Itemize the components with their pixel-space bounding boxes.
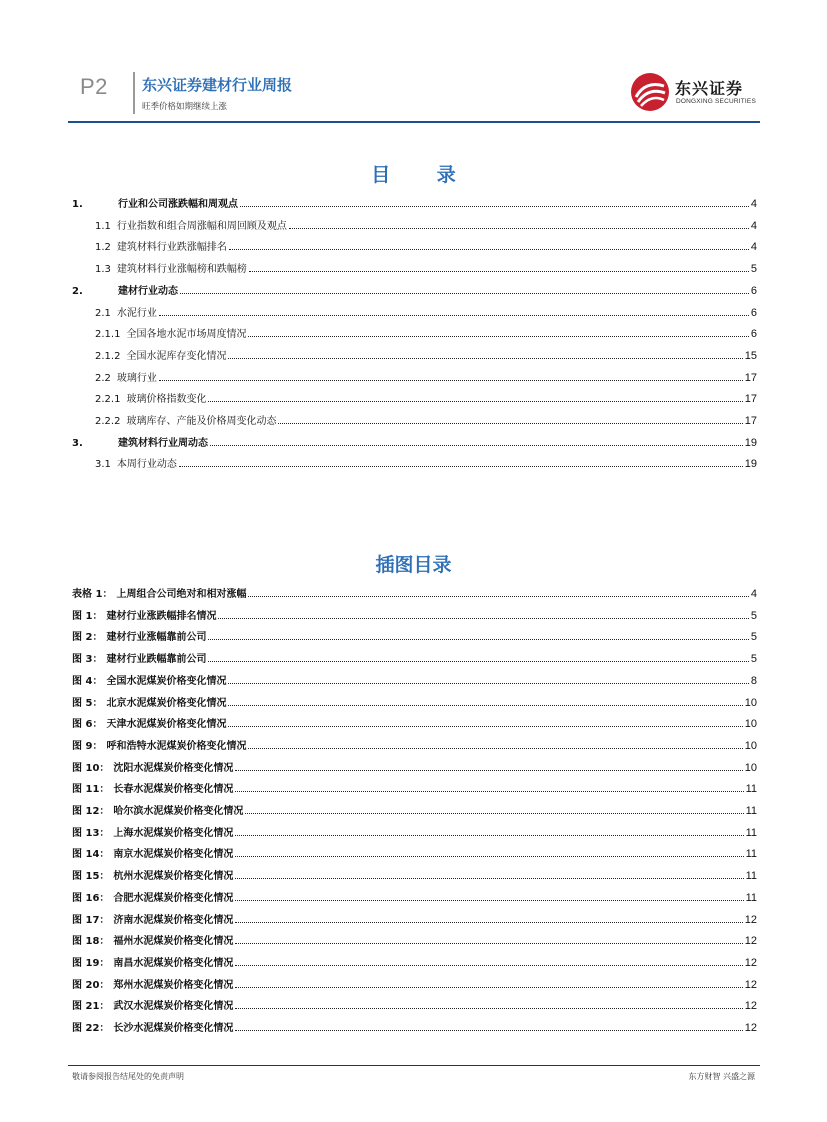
figure-entry[interactable] [72,975,757,991]
report-title: 东兴证券建材行业周报 [142,76,293,94]
entry-number: 图 5： [72,697,103,709]
entry-number: 图 11： [72,784,110,796]
figure-entry[interactable] [72,693,757,709]
toc-entry[interactable] [72,281,757,297]
entry-page-number: 6 [750,328,757,341]
entry-page-number: 11 [745,805,757,817]
entry-page-number: 17 [744,415,757,427]
entry-label: 水泥行业 [116,307,157,319]
entry-label: 全国各地水泥市场周度情况 [126,329,247,341]
entry-number: 2.2.2 [95,416,121,427]
entry-number: 图 17： [72,914,110,926]
entry-number: 图 19： [72,957,110,969]
figure-entry[interactable] [72,1018,757,1034]
page-number: P2 [80,74,108,99]
entry-page-number: 5 [750,263,757,276]
dot-leader [248,596,748,597]
entry-label: 福州水泥煤炭价格变化情况 [113,936,234,948]
dot-leader [159,315,749,316]
dot-leader [210,445,743,446]
entry-page-number: 10 [744,696,757,709]
entry-label: 天津水泥煤炭价格变化情况 [106,719,227,731]
entry-number: 图 3： [72,654,103,666]
dot-leader [235,1030,742,1031]
entry-page-number: 12 [744,913,757,926]
entry-page-number: 17 [744,371,757,384]
entry-label: 行业和公司涨跌幅和周观点 [118,199,238,210]
entry-number: 图 21： [72,1001,110,1013]
entry-label: 合肥水泥煤炭价格变化情况 [113,892,234,904]
entry-number: 2.1.1 [95,329,121,341]
dot-leader [180,293,749,294]
entry-page-number: 15 [744,349,757,362]
footer-disclaimer: 敬请参阅报告结尾处的免责声明 [72,1072,184,1081]
entry-label: 呼和浩特水泥煤炭价格变化情况 [106,740,247,752]
entry-number: 图 12： [72,806,110,817]
logo-english-name: DONGXING SECURITIES [676,98,757,105]
figure-list-title: 插图目录 [375,554,452,576]
figure-entry[interactable] [72,714,757,730]
entry-label: 南京水泥煤炭价格变化情况 [113,849,234,861]
entry-number: 图 22： [72,1023,110,1034]
entry-page-number: 12 [744,1000,757,1013]
figure-entry[interactable] [72,649,757,665]
entry-label: 哈尔滨水泥煤炭价格变化情况 [113,806,244,817]
company-logo [630,72,760,114]
entry-page-number: 4 [750,219,757,232]
entry-label: 济南水泥煤炭价格变化情况 [113,914,234,926]
entry-number: 3.1 [95,459,111,471]
entry-page-number: 12 [744,978,757,991]
figure-entry[interactable] [72,953,757,969]
footer-slogan: 东方财智 兴盛之源 [688,1072,755,1081]
toc-entry[interactable] [95,237,757,253]
dot-leader [235,791,743,792]
entry-number: 图 13： [72,827,110,839]
logo-chinese-name: 东兴证券 [675,79,744,98]
entry-page-number: 17 [744,393,757,406]
entry-number: 2.1.2 [95,350,121,362]
figure-entry[interactable] [72,584,757,600]
entry-number: 图 16： [72,892,110,904]
toc-entry[interactable] [95,411,757,427]
entry-label: 行业指数和组合周涨幅和周回顾及观点 [116,220,287,232]
toc-entry[interactable] [95,454,757,470]
entry-page-number: 10 [744,739,757,752]
entry-number: 图 14： [72,849,110,861]
entry-number: 3. [72,437,83,449]
entry-page-number: 6 [750,306,757,319]
dot-leader [235,878,743,879]
entry-number: 图 10： [72,762,110,774]
entry-page-number: 11 [745,870,757,883]
toc-entry[interactable] [95,389,757,405]
entry-page-number: 5 [750,631,757,644]
entry-label: 本周行业动态 [116,459,177,471]
dot-leader [208,401,742,402]
entry-label: 长春水泥煤炭价格变化情况 [113,784,234,796]
dot-leader [235,943,742,944]
figure-entry[interactable] [72,606,757,622]
entry-number: 2.2.1 [95,394,121,406]
entry-label: 玻璃行业 [116,372,157,384]
entry-page-number: 8 [750,674,757,687]
entry-page-number: 12 [744,956,757,969]
entry-number: 图 9： [72,740,103,752]
entry-label: 杭州水泥煤炭价格变化情况 [113,871,234,883]
entry-label: 上周组合公司绝对和相对涨幅 [116,589,247,600]
entry-page-number: 11 [745,848,757,861]
toc-entry[interactable] [95,303,757,319]
entry-number: 1.3 [95,264,111,276]
figure-entry[interactable] [72,758,757,774]
entry-number: 图 18： [72,936,110,948]
entry-number: 图 2： [72,632,103,644]
entry-page-number: 12 [744,935,757,948]
entry-label: 武汉水泥煤炭价格变化情况 [113,1001,234,1013]
dongxing-logo-icon [630,72,670,112]
toc-title: 目 录 [371,164,476,186]
entry-label: 建筑材料行业跌涨幅排名 [116,242,227,254]
entry-number: 1. [72,199,83,210]
entry-label: 建筑材料行业涨幅榜和跌幅榜 [116,264,247,276]
entry-number: 图 6： [72,719,103,731]
entry-number: 1.2 [95,242,111,254]
entry-page-number: 6 [750,284,757,297]
entry-number: 图 20： [72,979,110,991]
figure-entry[interactable] [72,888,757,904]
figure-entry[interactable] [72,996,757,1012]
toc-entry[interactable] [72,433,757,449]
dot-leader [229,249,749,250]
dot-leader [235,965,742,966]
entry-page-number: 4 [750,198,757,210]
dot-leader [179,466,743,467]
dot-leader [208,661,748,662]
dot-leader [218,618,748,619]
dot-leader [208,639,748,640]
figure-entry[interactable] [72,866,757,882]
figure-entry[interactable] [72,823,757,839]
entry-page-number: 5 [750,653,757,666]
entry-label: 沈阳水泥煤炭价格变化情况 [113,762,234,774]
dot-leader [278,423,742,424]
entry-label: 北京水泥煤炭价格变化情况 [106,697,227,709]
figure-entry[interactable] [72,844,757,860]
toc-entry[interactable] [95,259,757,275]
entry-number: 2.1 [95,307,111,319]
figure-entry[interactable] [72,910,757,926]
entry-label: 玻璃库存、产能及价格周变化动态 [126,416,277,427]
dot-leader [248,748,742,749]
entry-label: 建材行业跌幅靠前公司 [106,654,207,666]
entry-label: 长沙水泥煤炭价格变化情况 [113,1023,234,1034]
entry-page-number: 12 [744,1022,757,1034]
dot-leader [159,380,743,381]
report-subtitle: 旺季价格如期继续上涨 [142,102,228,112]
entry-label: 玻璃价格指数变化 [126,394,207,406]
dot-leader [235,900,743,901]
figure-entry[interactable] [72,671,757,687]
toc-entry[interactable] [72,194,757,210]
figure-entry[interactable] [72,627,757,643]
entry-page-number: 5 [750,609,757,622]
entry-label: 南昌水泥煤炭价格变化情况 [113,957,234,969]
figure-entry[interactable] [72,931,757,947]
dot-leader [249,271,749,272]
entry-number: 表格 1： [72,589,113,600]
entry-label: 建材行业涨幅靠前公司 [106,632,207,644]
entry-number: 图 15： [72,871,110,883]
entry-number: 图 1： [72,610,103,622]
toc-entry[interactable] [95,324,757,340]
dot-leader [240,206,749,207]
entry-page-number: 11 [745,783,757,796]
header-divider [133,72,135,114]
toc-entry[interactable] [95,346,757,362]
entry-number: 2. [72,285,83,297]
entry-page-number: 19 [744,436,757,449]
dot-leader [235,856,743,857]
entry-page-number: 11 [745,891,757,904]
toc-entry[interactable] [95,216,757,232]
dot-leader [228,726,742,727]
figure-entry[interactable] [72,779,757,795]
entry-number: 1.1 [95,220,111,232]
entry-page-number: 11 [745,826,757,839]
entry-label: 郑州水泥煤炭价格变化情况 [113,979,234,991]
toc-entry[interactable] [95,368,757,384]
dot-leader [235,922,742,923]
header-rule [68,121,760,123]
dot-leader [235,1008,742,1009]
entry-page-number: 4 [750,241,757,254]
dot-leader [235,770,742,771]
dot-leader [228,358,742,359]
entry-number: 2.2 [95,372,111,384]
dot-leader [228,705,742,706]
entry-label: 建筑材料行业周动态 [118,437,208,449]
entry-label: 全国水泥库存变化情况 [126,350,227,362]
footer-rule [68,1065,760,1066]
dot-leader [228,683,748,684]
entry-page-number: 10 [744,718,757,731]
entry-label: 上海水泥煤炭价格变化情况 [113,827,234,839]
entry-page-number: 19 [744,458,757,471]
dot-leader [235,835,743,836]
entry-number: 图 4： [72,675,103,687]
entry-page-number: 4 [750,588,757,600]
entry-label: 建材行业涨跌幅排名情况 [106,610,217,622]
entry-label: 全国水泥煤炭价格变化情况 [106,675,227,687]
dot-leader [289,228,749,229]
figure-entry[interactable] [72,801,757,817]
figure-entry[interactable] [72,736,757,752]
entry-label: 建材行业动态 [118,285,178,297]
entry-page-number: 10 [744,761,757,774]
dot-leader [245,813,743,814]
dot-leader [248,336,748,337]
dot-leader [235,987,742,988]
